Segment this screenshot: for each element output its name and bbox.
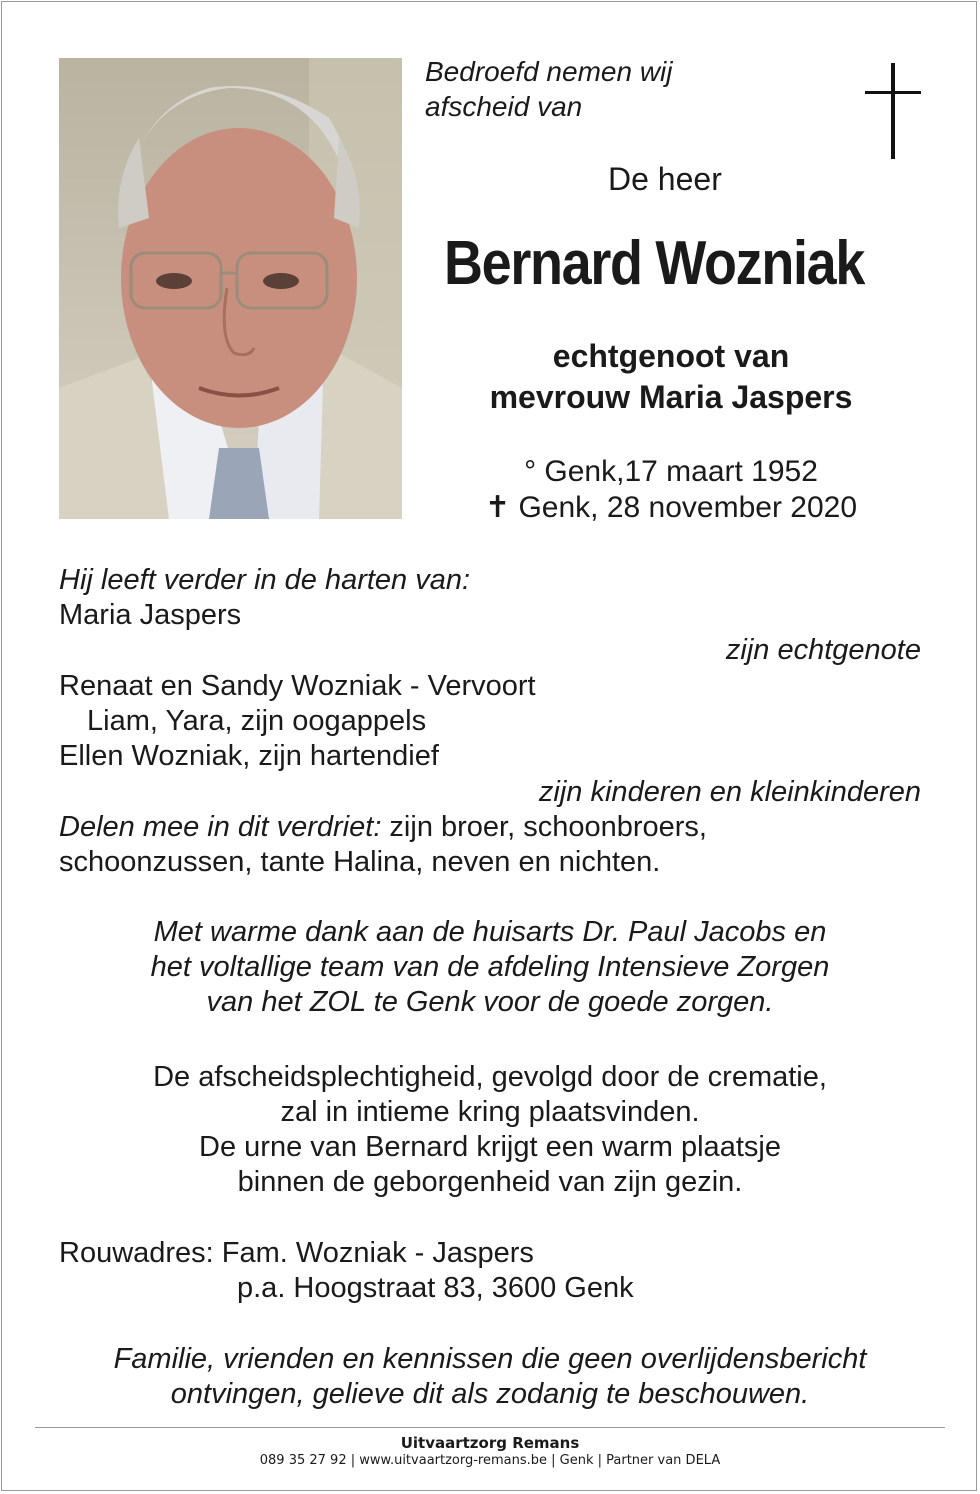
ceremony-line: De urne van Bernard krijgt een warm plaatsje	[199, 1131, 781, 1163]
spouse-line: mevrouw Maria Jaspers	[489, 379, 853, 415]
spouse-role: zijn echtgenote	[725, 634, 921, 666]
survivors-heading: Hij leeft verder in de harten van:	[59, 564, 471, 596]
spouse-line: echtgenoot van	[552, 338, 790, 374]
sharing-label: Delen mee in dit verdriet:	[59, 811, 382, 843]
closing-line: Familie, vrienden en kennissen die geen overlijdensbericht	[113, 1343, 867, 1375]
intro-line: afscheid van	[425, 91, 583, 122]
children-role: zijn kinderen en kleinkinderen	[538, 776, 921, 808]
ceremony-line: De afscheidsplechtigheid, gevolgd door de crematie,	[153, 1061, 827, 1093]
thanks-line: het voltallige team van de afdeling Intensieve Zorgen	[150, 951, 830, 983]
ceremony-line: zal in intieme kring plaatsvinden.	[280, 1096, 700, 1128]
thanks-line: van het ZOL te Genk voor de goede zorgen.	[206, 986, 774, 1018]
spouse-name: Maria Jaspers	[59, 599, 242, 631]
thanks-line: Met warme dank aan de huisarts Dr. Paul Jacobs en	[153, 916, 827, 948]
salutation: De heer	[608, 161, 722, 197]
ceremony-line: binnen de geborgenheid van zijn gezin.	[237, 1166, 743, 1198]
footer-company: Uitvaartzorg Remans	[400, 1434, 580, 1452]
address-line: Rouwadres: Fam. Wozniak - Jaspers	[59, 1237, 534, 1269]
child-line: Renaat en Sandy Wozniak - Vervoort	[59, 670, 536, 702]
intro-line: Bedroefd nemen wij	[425, 56, 673, 87]
intro-text	[425, 54, 672, 124]
portrait-photo	[59, 58, 402, 519]
closing-line: ontvingen, gelieve dit als zodanig te beschouwen.	[170, 1378, 810, 1410]
deceased-name: Bernard Wozniak	[444, 229, 865, 298]
footer-divider	[35, 1427, 945, 1428]
sharing-line	[59, 810, 707, 845]
cross-icon	[865, 63, 921, 159]
death-date: ✝ Genk, 28 november 2020	[484, 491, 858, 524]
footer-contact: 089 35 27 92 | www.uitvaartzorg-remans.be | Genk | Partner van DELA	[259, 1453, 721, 1468]
birth-date: ° Genk,17 maart 1952	[524, 455, 818, 488]
sharing-rest: zijn broer, schoonbroers,	[381, 811, 707, 843]
grandchildren-line: Liam, Yara, zijn oogappels	[87, 705, 427, 737]
sharing-line-2: schoonzussen, tante Halina, neven en nichten.	[59, 846, 661, 878]
child-line: Ellen Wozniak, zijn hartendief	[59, 740, 439, 772]
address-line: p.a. Hoogstraat 83, 3600 Genk	[237, 1272, 634, 1304]
